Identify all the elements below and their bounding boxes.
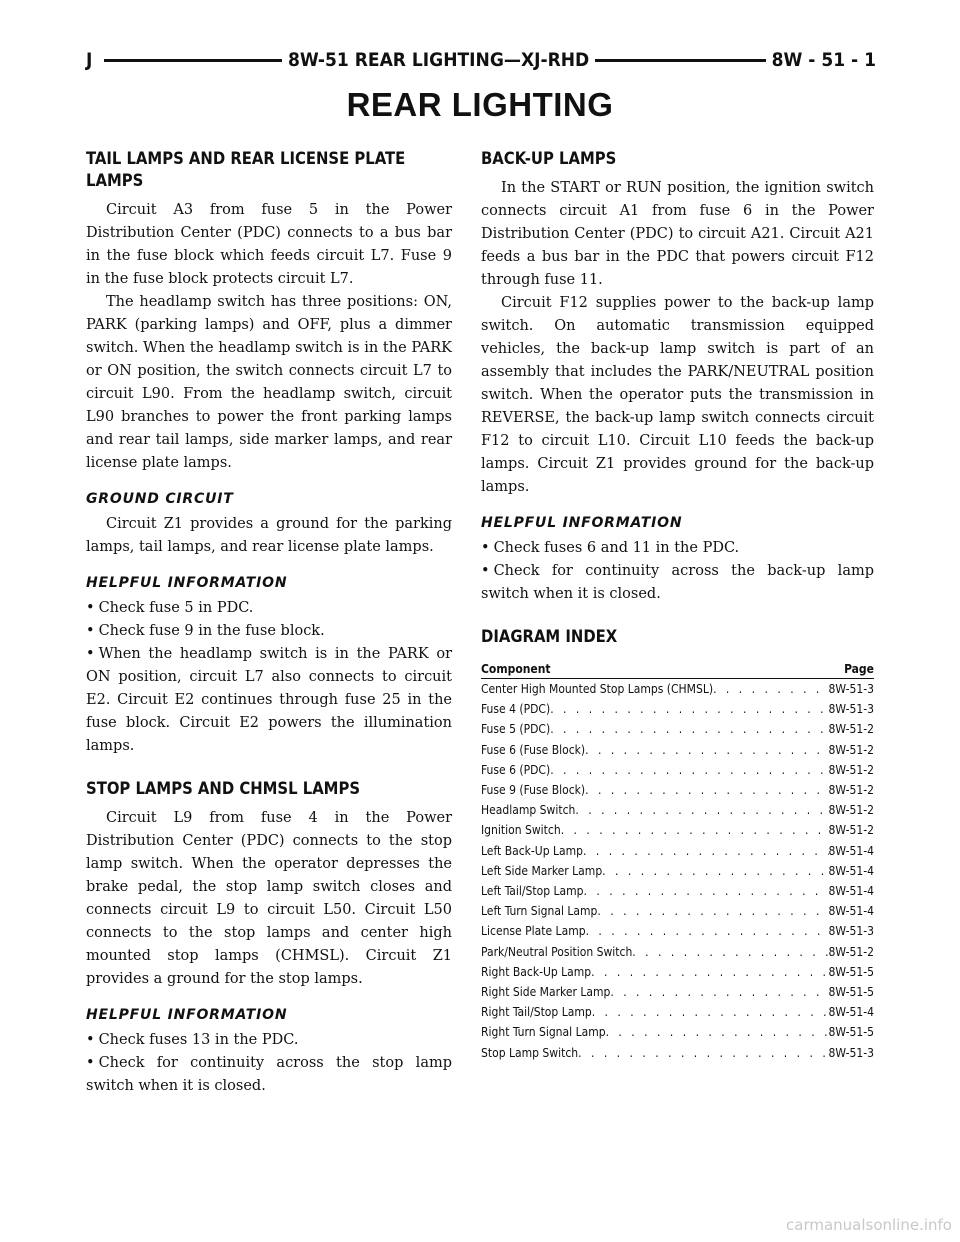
index-component-name: Fuse 4 (PDC) [481, 702, 551, 717]
header-left: J [80, 48, 98, 72]
index-column-page: Page [844, 662, 874, 676]
index-column-component: Component [481, 662, 551, 676]
index-component-name: Fuse 9 (Fuse Block) [481, 783, 586, 798]
index-component-name: Fuse 5 (PDC) [481, 722, 551, 737]
left-column [86, 148, 452, 1098]
index-row [481, 962, 874, 982]
index-row [481, 1002, 874, 1022]
header-center: 8W-51 REAR LIGHTING—XJ-RHD [282, 48, 595, 72]
index-page-ref: 8W-51-2 [828, 803, 874, 818]
paragraph: Circuit A3 from fuse 5 in the Power Distribution Center (PDC) connects to a bus bar in the fuse block which feeds circuit L7. Fuse 9 in the fuse block protects circuit L7. [86, 202, 452, 287]
index-page-ref: 8W-51-5 [828, 985, 874, 1000]
index-row [481, 780, 874, 800]
index-component-name: Right Back-Up Lamp [481, 964, 592, 979]
section-title-tail-lamps: TAIL LAMPS AND REAR LICENSE PLATE LAMPS [86, 149, 406, 190]
index-leader-dots [585, 740, 828, 760]
index-component-name: Right Side Marker Lamp [481, 985, 611, 1000]
index-leader-dots [606, 1022, 829, 1042]
bullet-item: • Check fuses 6 and 11 in the PDC. [481, 537, 874, 560]
bullet-item: • Check for continuity across the stop lamp switch when it is closed. [86, 1052, 452, 1098]
index-page-ref: 8W-51-4 [828, 863, 874, 878]
index-page-ref: 8W-51-4 [828, 884, 874, 899]
index-page-ref: 8W-51-3 [828, 924, 874, 939]
index-component-name: Stop Lamp Switch [481, 1045, 579, 1060]
index-leader-dots [583, 841, 829, 861]
subsection-title-helpful-information: HELPFUL INFORMATION [481, 515, 683, 531]
index-header [481, 662, 874, 679]
diagram-index-list [481, 679, 874, 1063]
index-component-name: Fuse 6 (PDC) [481, 762, 551, 777]
index-page-ref: 8W-51-5 [828, 1025, 874, 1040]
index-row [481, 820, 874, 840]
index-component-name: Left Back-Up Lamp [481, 843, 583, 858]
index-row [481, 760, 874, 780]
index-page-ref: 8W-51-2 [828, 722, 874, 737]
index-component-name: Park/Neutral Position Switch [481, 944, 633, 959]
index-component-name: Right Turn Signal Lamp [481, 1025, 606, 1040]
page-title: REAR LIGHTING [346, 86, 614, 123]
index-leader-dots [575, 800, 828, 820]
index-leader-dots [550, 760, 828, 780]
index-row [481, 841, 874, 861]
index-leader-dots [584, 881, 829, 901]
right-column [481, 148, 874, 1063]
index-component-name: License Plate Lamp [481, 924, 586, 939]
index-leader-dots [610, 982, 828, 1002]
index-leader-dots [602, 861, 828, 881]
index-page-ref: 8W-51-3 [828, 702, 874, 717]
index-page-ref: 8W-51-2 [828, 783, 874, 798]
bullet-item: • Check fuses 13 in the PDC. [86, 1029, 452, 1052]
index-component-name: Left Side Marker Lamp [481, 863, 603, 878]
index-component-name: Left Turn Signal Lamp [481, 904, 598, 919]
index-row [481, 901, 874, 921]
paragraph: In the START or RUN position, the ignition switch connects circuit A1 from fuse 6 in the Power Distribution Center (PDC) to circuit A21. Circuit A21 feeds a bus bar in the PDC that powers circuit F12 through fuse 11. [481, 180, 874, 288]
index-component-name: Center High Mounted Stop Lamps (CHMSL) [481, 682, 714, 696]
index-page-ref: 8W-51-5 [828, 964, 874, 979]
index-leader-dots [561, 820, 829, 840]
index-page-ref: 8W-51-3 [828, 1045, 874, 1060]
subsection-title-ground-circuit: GROUND CIRCUIT [86, 491, 234, 507]
index-row [481, 1022, 874, 1042]
index-leader-dots [578, 1043, 828, 1063]
index-page-ref: 8W-51-4 [828, 843, 874, 858]
watermark: carmanualsonline.info [786, 1216, 952, 1234]
paragraph: Circuit F12 supplies power to the back-up lamp switch. On automatic transmission equipped vehicles, the back-up lamp switch is part of an assembly that includes the PARK/NEUTRAL position switch. When the operator puts the transmission in REVERSE, the back-up lamp switch connects circuit F12 to circuit L10. Circuit L10 feeds the back-up lamps. Circuit Z1 provides ground for the back-up lamps. [481, 295, 874, 495]
paragraph: The headlamp switch has three positions: ON, PARK (parking lamps) and OFF, plus a dimmer switch. When the headlamp switch is in the PARK or ON position, the switch connects circuit L7 to circuit L90. From the headlamp switch, circuit L90 branches to power the front parking lamps and rear tail lamps, side marker lamps, and rear license plate lamps. [86, 294, 452, 471]
subsection-title-helpful-information: HELPFUL INFORMATION [86, 575, 288, 591]
index-leader-dots [632, 942, 828, 962]
index-row [481, 982, 874, 1002]
index-leader-dots [592, 1002, 829, 1022]
index-row [481, 861, 874, 881]
page-header [86, 48, 876, 72]
index-row [481, 679, 874, 699]
subsection-title-helpful-information: HELPFUL INFORMATION [86, 1007, 288, 1023]
index-leader-dots [586, 921, 829, 941]
index-row [481, 740, 874, 760]
bullet-item: • When the headlamp switch is in the PARK or ON position, circuit L7 also connects to circuit E2. Circuit E2 continues through fuse 25 in the fuse block. Circuit E2 powers the illumination lamps. [86, 643, 452, 758]
index-row [481, 699, 874, 719]
index-component-name: Headlamp Switch [481, 803, 576, 818]
index-component-name: Fuse 6 (Fuse Block) [481, 742, 586, 757]
index-component-name: Ignition Switch [481, 823, 561, 838]
index-component-name: Left Tail/Stop Lamp [481, 884, 584, 899]
bullet-item: • Check fuse 9 in the fuse block. [86, 620, 452, 643]
index-leader-dots [597, 901, 828, 921]
index-page-ref: 8W-51-3 [828, 682, 874, 696]
index-leader-dots [550, 699, 828, 719]
index-row [481, 921, 874, 941]
index-page-ref: 8W-51-4 [828, 904, 874, 919]
paragraph: Circuit Z1 provides a ground for the parking lamps, tail lamps, and rear license plate lamps. [86, 516, 452, 555]
header-page-number: 8W - 51 - 1 [766, 48, 882, 72]
section-title-diagram-index: DIAGRAM INDEX [481, 627, 618, 646]
index-page-ref: 8W-51-2 [828, 823, 874, 838]
index-page-ref: 8W-51-2 [828, 944, 874, 959]
bullet-item: • Check fuse 5 in PDC. [86, 597, 452, 620]
index-row [481, 800, 874, 820]
bullet-item: • Check for continuity across the back-up lamp switch when it is closed. [481, 560, 874, 606]
section-title-back-up-lamps: BACK-UP LAMPS [481, 149, 617, 168]
index-component-name: Right Tail/Stop Lamp [481, 1005, 592, 1020]
index-leader-dots [550, 719, 828, 739]
index-leader-dots [591, 962, 828, 982]
index-row [481, 881, 874, 901]
index-row [481, 719, 874, 739]
section-title-stop-lamps: STOP LAMPS AND CHMSL LAMPS [86, 779, 361, 798]
index-page-ref: 8W-51-2 [828, 742, 874, 757]
index-page-ref: 8W-51-4 [828, 1005, 874, 1020]
index-row [481, 942, 874, 962]
index-row [481, 1043, 874, 1063]
index-page-ref: 8W-51-2 [828, 762, 874, 777]
paragraph: Circuit L9 from fuse 4 in the Power Distribution Center (PDC) connects to the stop lamp switch. When the operator depresses the brake pedal, the stop lamp switch closes and connects circuit L9 to circuit L50. Circuit L50 connects to the stop lamps and center high mounted stop lamps (CHMSL). Circuit Z1 provides a ground for the stop lamps. [86, 810, 452, 987]
index-leader-dots [585, 780, 828, 800]
index-leader-dots [713, 679, 828, 699]
